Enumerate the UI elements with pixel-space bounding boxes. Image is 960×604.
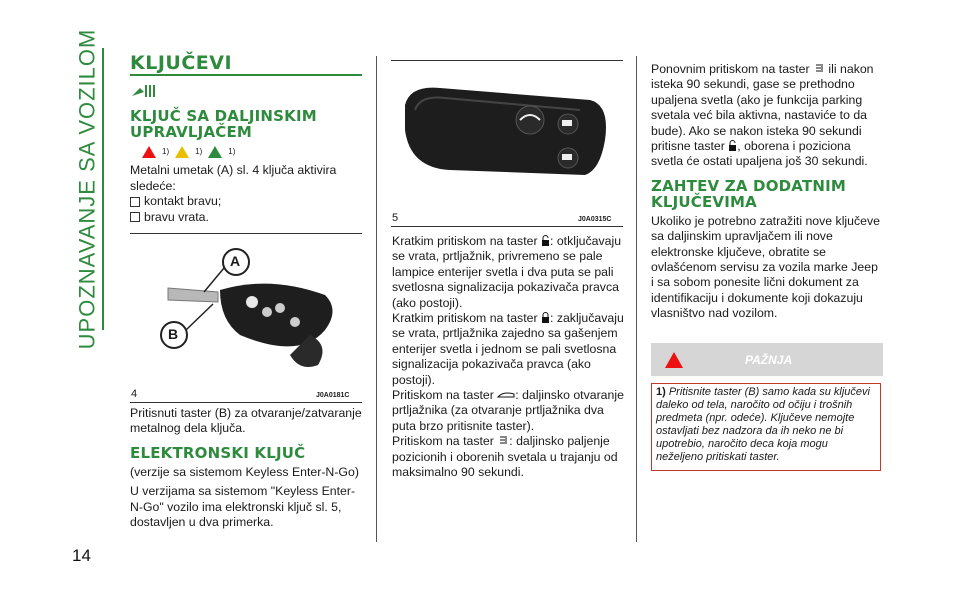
sidebar-rule <box>102 48 104 330</box>
figure-code: J0A0315C <box>578 216 612 223</box>
paragraph: Ukoliko je potrebno zatražiti nove ključeve sa daljinskim upravljačem ili nove elektronske ključeve, obratite se ovlašćenom servisu za vozila marke Jeep i sa sobom ponesite lični dokument za identifikaciju i dokumente koji dokazuju vlasništvo nad vozilom. <box>651 213 880 321</box>
lock-icon <box>541 312 550 323</box>
title-rule <box>130 74 362 76</box>
warning-ref: 1) <box>162 147 170 156</box>
column-2-body <box>392 234 625 481</box>
warning-text: Pritisnite taster (B) samo kada su ključevi daleko od tela, naročito od očiju i trošnih predmeta (npr. odeće). Ključeve nemojte ostavljati bez nadzora da ih neko ne bi upotrebio, naročito deca koja mogu neželjeno pritiskati taster. <box>656 386 870 463</box>
warning-ref: 1) <box>228 147 236 156</box>
paragraph: Pritiskom na taster : daljinsko paljenje pozicionih i oborenih svetala u trajanju od maksimalno 90 sekundi. <box>392 434 618 480</box>
remote-key-icon <box>130 82 362 102</box>
figure-5-key-image <box>400 70 615 205</box>
paragraph: Pritiskom na taster : daljinsko otvaranje prtljažnika (za otvaranje prtljažnika dva puta brzo pritisnite taster). <box>392 388 624 433</box>
liftgate-icon <box>497 388 515 403</box>
paragraph: U verzijama sa sistemom "Keyless Enter-N-Go" vozilo ima elektronski ključ sl. 5, dostavljen u dva primerka. <box>130 484 356 530</box>
column-3-body <box>651 62 883 322</box>
unlock-icon <box>728 140 737 151</box>
paragraph: Pritisnuti taster (B) za otvaranje/zatvaranje metalnog dela ključa. <box>130 406 362 436</box>
bullet-box-icon <box>130 212 140 222</box>
bullet-box-icon <box>130 197 140 207</box>
figure-top-rule <box>130 233 362 234</box>
section-heading-additional-keys: ZAHTEV ZA DODATNIM KLJUČEVIMA <box>651 176 847 211</box>
warning-yellow-icon <box>175 146 189 158</box>
section-heading-electronic-key: ELEKTRONSKI KLJUČ <box>130 443 306 462</box>
warning-header <box>651 343 883 376</box>
warning-ref: 1) <box>195 147 203 156</box>
lights-icon <box>497 434 509 449</box>
figure-code: J0A0181C <box>316 392 350 399</box>
list-item: kontakt bravu; <box>130 194 362 209</box>
section-heading-remote-key: KLJUČ SA DALJINSKIM UPRAVLJAČEM <box>130 107 317 141</box>
warning-icon <box>665 352 683 368</box>
callout-a: A <box>230 253 241 269</box>
warning-red-icon <box>142 146 156 158</box>
list-item: bravu vrata. <box>130 210 362 225</box>
warning-title: PAŽNJA <box>745 352 793 367</box>
paragraph: Metalni umetak (A) sl. 4 ključa aktivira sledeće: <box>130 163 337 193</box>
paragraph: Ponovnim pritiskom na taster ili nakon isteka 90 sekundi, gase se prethodno upaljena svetla (ako je funkcija parking svetala već bila aktivna, nastaviće to da bude). Ako se nakon isteka 90 sekundi pritisne taster , oborena i poziciona svetla će ostati upaljena još 30 sekundi. <box>651 62 874 169</box>
figure-number: 4 <box>131 388 138 400</box>
column-divider <box>376 56 377 542</box>
column-divider <box>636 56 637 542</box>
page-title: KLJUČEVI <box>130 52 233 74</box>
figure-bottom-rule <box>130 402 362 403</box>
figure-bottom-rule <box>391 226 623 227</box>
paragraph: (verzije sa sistemom Keyless Enter-N-Go) <box>130 464 359 479</box>
lights-icon <box>813 62 825 77</box>
sidebar-section-title: UPOZNAVANJE SA VOZILOM <box>74 28 99 350</box>
warning-body <box>651 383 881 471</box>
column-1 <box>130 52 362 74</box>
column-1-body <box>130 82 362 225</box>
warning-green-icon <box>208 146 222 158</box>
paragraph: Kratkim pritiskom na taster : zaključavaju se vrata, prtljažnika zajedno sa gašenjem enterijer svetla i jednom se pali svetlosna signalizacija pokazivača pravca (ako postoji). <box>392 311 624 387</box>
paragraph: Kratkim pritiskom na taster : otključavaju se vrata, prtljažnik, privremeno se pale lampice enterijer svetla i dva puta se pali svetlosna signalizacija pokazivača pravca (ako postoji). <box>392 234 622 310</box>
warning-icons-row <box>142 144 362 159</box>
column-1-lower <box>130 406 362 530</box>
page-number: 14 <box>72 546 91 565</box>
unlock-icon <box>541 235 550 246</box>
figure-top-rule <box>391 60 623 61</box>
figure-number: 5 <box>392 212 399 224</box>
warning-number: 1) <box>656 386 666 398</box>
callout-b: B <box>168 326 179 342</box>
figure-4-key-image <box>150 240 355 385</box>
